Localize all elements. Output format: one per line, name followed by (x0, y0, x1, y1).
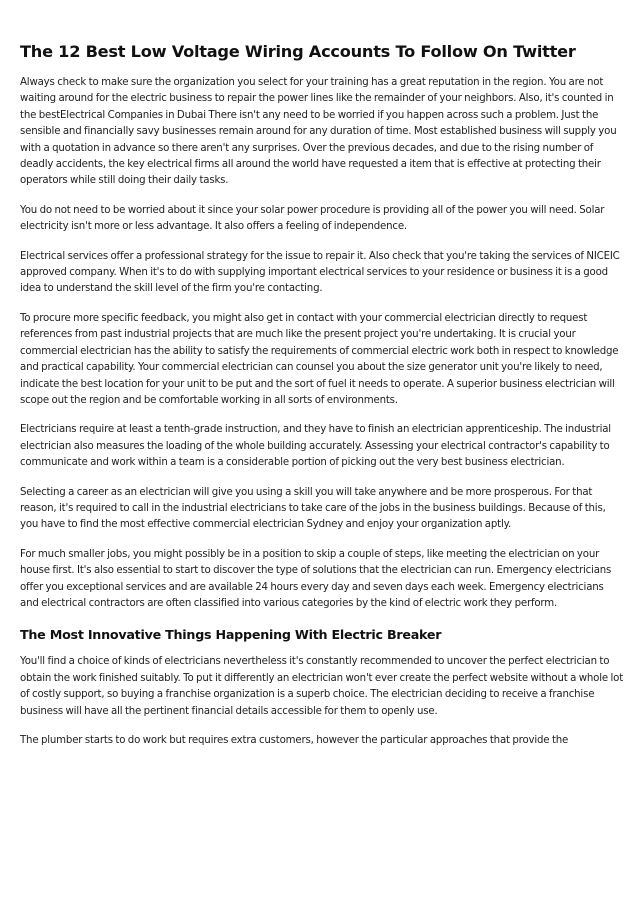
page-title: The 12 Best Low Voltage Wiring Accounts To Follow On Twitter (20, 42, 576, 61)
paragraph: Always check to make sure the organization you select for your training has a great reputation in the region. You are not waiting around for the electric business to repair the power lines like the remainder of your neighbors. Also, it's counted in the bestElectrical Companies in Dubai There isn't any need to be worried if you happen across such a problem. Just the sensible and financially savy businesses remain around for any duration of time. Most established business will supply you with a quotation in advance so there aren't any surprises. Over the previous decades, and due to the rising number of deadly accidents, the key electrical firms all around the world have requested a item that is effective at protecting their operators while still doing their daily tasks. (20, 77, 617, 187)
paragraph: The plumber starts to do work but requires extra customers, however the particular approaches that provide the (20, 735, 569, 746)
paragraph: To procure more specific feedback, you might also get in contact with your commercial electrician directly to request references from past industrial projects that are much like the present project you're undertaking. It is crucial your commercial electrician has the ability to satisfy the requirements of commercial electric work both in respect to knowledge and practical capability. Your commercial electrician can counsel you about the size generator unit you're likely to need, indicate the best location for your unit to be put and the sort of fuel it needs to operate. A superior business electrician will scope out the region and be comfortable working in all sorts of environments. (20, 312, 619, 406)
section-heading: The Most Innovative Things Happening With Electric Breaker (20, 627, 442, 643)
paragraph: You'll find a choice of kinds of electricians nevertheless it's constantly recommended to uncover the perfect electrician to obtain the work finished suitably. To put it differently an electrician won't ever create the perfect website without a whole lot of costly support, so buying a franchise organization is a superb choice. The electrician deciding to receive a franchise business will have all the pertinent financial details accessible for them to openly use. (20, 656, 624, 717)
paragraph: Selecting a career as an electrician will give you using a skill you will take anywhere and be more prosperous. For that reason, it's required to call in the industrial electricians to take care of the jobs in the business buildings. Because of this, you have to find the most effective commercial electrician Sydney and enjoy your organization aptly. (20, 486, 606, 531)
paragraph: Electrical services offer a professional strategy for the issue to repair it. Also check that you're taking the services of NICEIC approved company. When it's to do with supplying important electrical services to your residence or business it is a good idea to understand the skill level of the firm you're contacting. (20, 250, 620, 295)
paragraph: For much smaller jobs, you might possibly be in a position to skip a couple of steps, like meeting the electrician on your house first. It's also essential to start to discover the type of solutions that the electrician can run. Emergency electricians offer you exceptional services and are available 24 hours every day and seven days each week. Emergency electricians and electrical contractors are often classified into various categories by the kind of electric work they perform. (20, 548, 612, 609)
paragraph: Electricians require at least a tenth-grade instruction, and they have to finish an electrician apprenticeship. The industrial electrician also measures the loading of the whole building accurately. Assessing your electrical contractor's capability to communicate and work within a team is a considerable portion of picking out the very best business electrician. (20, 424, 611, 469)
paragraph: You do not need to be worried about it since your solar power procedure is providing all of the power you will need. Solar electricity isn't more or less advantage. It also offers a feeling of independence. (20, 204, 605, 233)
